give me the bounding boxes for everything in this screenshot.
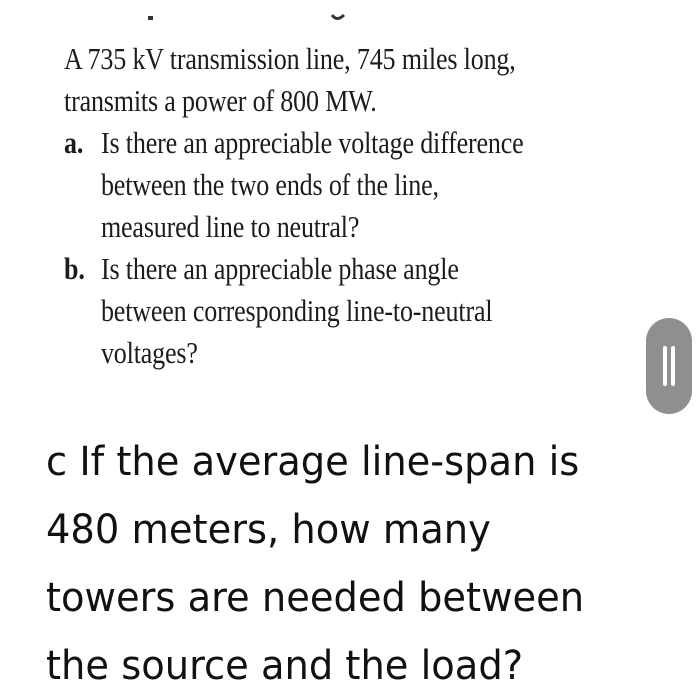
remnant-mark-right <box>332 15 344 19</box>
problem-intro: A 735 kV transmission line, 745 miles long, transmits a power of 800 MW. <box>64 41 516 118</box>
pause-handle-icon[interactable] <box>646 318 692 414</box>
question-c: c If the average line-span is 480 meters, how many towers are needed between the source and the load? <box>46 439 585 689</box>
textbook-problem <box>64 38 534 374</box>
question-a-text: Is there an appreciable voltage difference between the two ends of the line, measured line to neutral? <box>100 125 524 244</box>
question-a-label: a. <box>64 125 84 160</box>
cropped-text-remnant <box>0 0 700 30</box>
remnant-mark-left <box>148 16 153 20</box>
question-b-label: b. <box>64 251 85 286</box>
question-b <box>64 248 534 374</box>
question-a <box>64 122 534 248</box>
question-b-text: Is there an appreciable phase angle between corresponding line-to-neutral voltages? <box>100 251 493 370</box>
